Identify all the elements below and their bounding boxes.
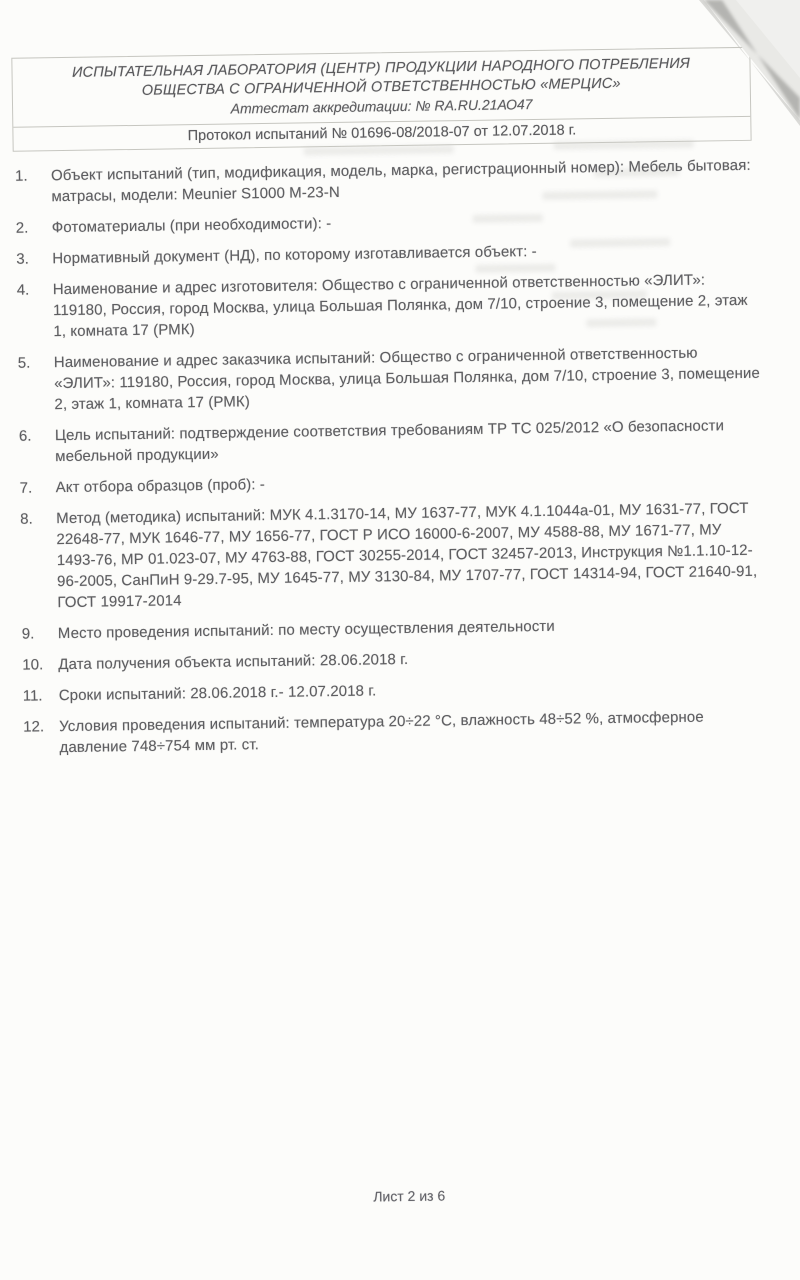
lab-name-line2: ОБЩЕСТВА С ОГРАНИЧЕННОЙ ОТВЕТСТВЕННОСТЬЮ «МЕРЦИС»: [141, 75, 621, 99]
item-number: 3.: [16, 250, 29, 268]
item-text: Фотоматериалы (при необходимости): -: [51, 215, 332, 237]
item-number: 11.: [22, 687, 43, 705]
bleed-through-mark: [554, 140, 694, 150]
bleed-through-mark: [304, 145, 454, 155]
page-number-label: Лист 2 из 6: [373, 1187, 446, 1205]
list-item: [2, 705, 800, 759]
list-item: [0, 341, 798, 416]
item-number: 5.: [17, 354, 31, 372]
list-item: [0, 237, 795, 270]
list-item: [0, 206, 795, 239]
list-item: [0, 268, 796, 343]
item-number: 2.: [15, 219, 29, 237]
item-text: Наименование и адрес изготовителя: Общество с ограниченной ответственностью «ЭЛИТ»: 119180, Россия, город Москва, улица Большая Полянка, дом 7/10, строение 3, помещение 2, этаж 1, комната 17 (РМК): [52, 271, 748, 341]
list-item: [0, 466, 799, 499]
item-number: 9.: [21, 625, 35, 643]
item-text: Метод (методика) испытаний: МУК 4.1.3170-14, МУ 1637-77, МУК 4.1.1044а-01, МУ 1631-77, ГОСТ 22648-77, МУК 1646-77, МУ 1656-77, ГОСТ Р ИСО 16000-6-2007, МУ 4588-88, МУ 1671-77, МУ 1493-76, МР 01.023-07, МУ 4763-88, ГОСТ 30255-2014, ГОСТ 32457-2013, Инструкция №1.1.10-12-96-2005, СанПиН 9-29.7-95, МУ 1645-77, МУ 3130-84, МУ 1707-77, ГОСТ 14314-94, ГОСТ 21640-91, ГОСТ 19917-2014: [56, 499, 758, 612]
item-number: 10.: [22, 656, 44, 674]
lab-name-line1: ИСПЫТАТЕЛЬНАЯ ЛАБОРАТОРИЯ (ЦЕНТР) ПРОДУКЦИИ НАРОДНОГО ПОТРЕБЛЕНИЯ: [71, 55, 691, 81]
item-text: Цель испытаний: подтверждение соответствия требованиям ТР ТС 025/2012 «О безопасности мебельной продукции»: [54, 417, 725, 466]
item-text: Место проведения испытаний: по месту осуществления деятельности: [57, 617, 555, 643]
item-text: Нормативный документ (НД), по которому изготавливается объект: -: [52, 243, 537, 268]
item-text: Условия проведения испытаний: температура 20÷22 °С, влажность 48÷52 %, атмосферное давление 748÷754 мм рт. ст.: [59, 708, 704, 757]
accreditation-number: Аттестат аккредитации: № RA.RU.21АО47: [230, 96, 533, 117]
item-number: 7.: [19, 479, 33, 497]
protocol-items-list: [0, 154, 800, 769]
item-number: 1.: [14, 167, 28, 185]
item-text: Акт отбора образцов (проб): -: [55, 476, 266, 497]
item-text: Дата получения объекта испытаний: 28.06.2018 г.: [58, 650, 409, 674]
item-number: 6.: [18, 427, 32, 445]
list-item: [0, 497, 800, 614]
item-text: Объект испытаний (тип, модификация, модель, марка, регистрационный номер): Мебель бытовая: матрасы, модели: Meunier S1000 M-23-N: [50, 156, 751, 206]
item-number: 4.: [16, 281, 30, 299]
lab-title-block: [12, 48, 750, 128]
list-item: [2, 674, 800, 707]
item-text: Наименование и адрес заказчика испытаний: Общество с ограниченной ответственностью «ЭЛИТ»: 119180, Россия, город Москва, улица Большая Полянка, дом 7/10, строение 3, помещение 2, этаж 1, комната 17 (РМК): [53, 344, 760, 414]
header-box: [11, 47, 751, 152]
protocol-title: Протокол испытаний № 01696-08/2018-07 от 12.07.2018 г.: [187, 122, 577, 145]
list-item: [0, 154, 794, 208]
item-number: 8.: [20, 510, 33, 528]
item-text: Сроки испытаний: 28.06.2018 г.- 12.07.2018 г.: [58, 682, 377, 705]
item-number: 12.: [23, 718, 45, 736]
list-item: [1, 612, 800, 645]
list-item: [0, 414, 798, 468]
list-item: [1, 643, 800, 676]
